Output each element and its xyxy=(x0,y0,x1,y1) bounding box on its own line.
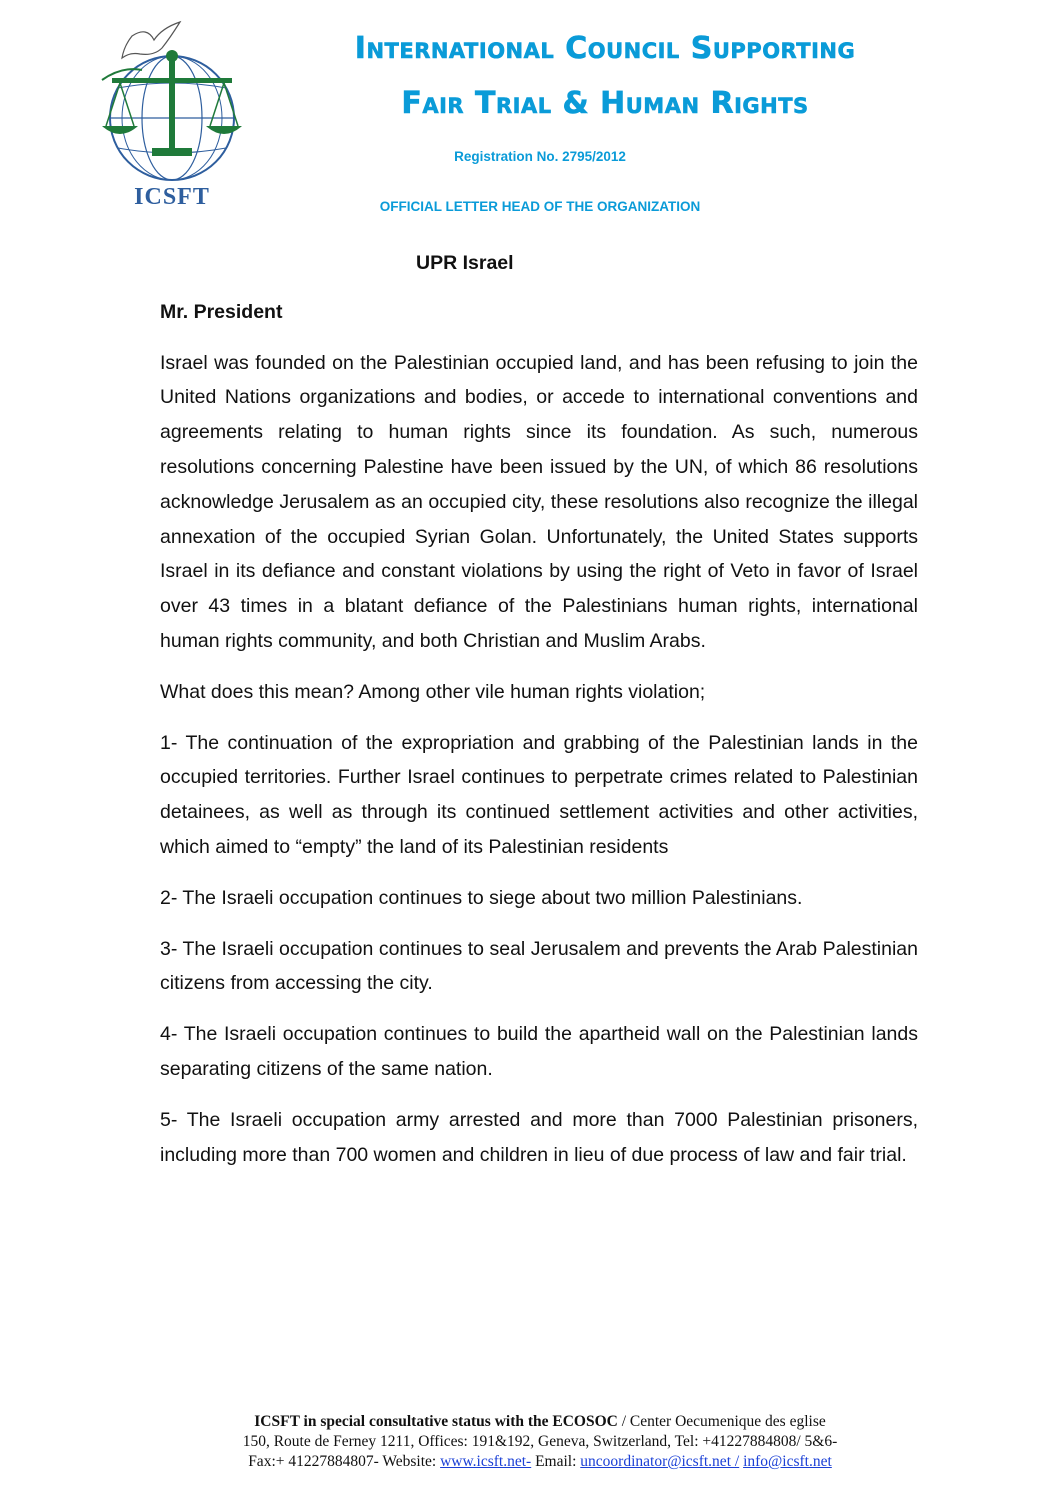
salutation: Mr. President xyxy=(160,300,283,323)
document-title: UPR Israel xyxy=(416,252,514,274)
paragraph-question: What does this mean? Among other vile human rights violation; xyxy=(160,680,706,703)
footer-line-3 xyxy=(140,1452,940,1472)
list-item-2: 2- The Israeli occupation continues to siege about two million Palestinians. xyxy=(160,886,803,909)
footer-line-1 xyxy=(140,1412,940,1432)
list-item-4: 4- The Israeli occupation continues to build the apartheid wall on the Palestinian lands separating citizens of the same nation. xyxy=(160,1023,918,1080)
logo-text: ICSFT xyxy=(134,184,210,210)
footer xyxy=(140,1412,940,1472)
email-link-coordinator[interactable]: uncoordinator@icsft.net / xyxy=(580,1453,740,1470)
list-item-3: 3- The Israeli occupation continues to seal Jerusalem and prevents the Arab Palestinian citizens from accessing the city. xyxy=(160,937,918,995)
registration-number: Registration No. 2795/2012 xyxy=(454,149,626,164)
scales-of-justice-icon xyxy=(92,18,252,188)
list-item-5: 5- The Israeli occupation army arrested and more than 7000 Palestinian prisoners, including more than 700 women and children in lieu of due process of law and fair trial. xyxy=(160,1108,918,1166)
paragraph-intro: Israel was founded on the Palestinian occupied land, and has been refusing to join the United Nations organizations and bodies, or accede to international conventions and agreements relating to human rights since its foundation. As such, numerous resolutions concerning Palestine have been issued by the UN, of which 86 resolutions acknowledge Jerusalem as an occupied city, these resolutions also recognize the illegal annexation of the occupied Syrian Golan. Unfortunately, the United States supports Israel in its defiance and constant violations by using the right of Veto in favor of Israel over 43 times in a blatant defiance of the Palestinians human rights, international human rights community, and both Christian and Muslim Arabs. xyxy=(160,351,918,652)
list-item-1: 1- The continuation of the expropriation and grabbing of the Palestinian lands in the occupied territories. Further Israel continues to perpetrate crimes related to Palestinian detainees, as well as through its continued settlement activities and other activities, which aimed to “empty” the land of its Palestinian residents xyxy=(160,731,918,858)
letter-body xyxy=(160,246,918,1172)
footer-email-label: Email: xyxy=(531,1453,581,1470)
organization-name-line2: Fair Trial & Human Rights xyxy=(401,86,809,121)
organization-logo xyxy=(92,18,252,214)
official-letterhead-label: OFFICIAL LETTER HEAD OF THE ORGANIZATION xyxy=(379,199,701,214)
website-link[interactable]: www.icsft.net- xyxy=(440,1453,532,1470)
footer-center-name: / Center Oecumenique des eglise xyxy=(617,1413,826,1430)
footer-status: ICSFT in special consultative status with the ECOSOC xyxy=(254,1413,618,1430)
organization-name-line1: International Council Supporting xyxy=(354,31,856,66)
email-link-info[interactable]: info@icsft.net xyxy=(743,1453,832,1470)
footer-fax: Fax:+ 41227884807- Website: xyxy=(248,1453,441,1470)
footer-address: 150, Route de Ferney 1211, Offices: 191&192, Geneva, Switzerland, Tel: +41227884808/ 5&6- xyxy=(242,1433,838,1450)
